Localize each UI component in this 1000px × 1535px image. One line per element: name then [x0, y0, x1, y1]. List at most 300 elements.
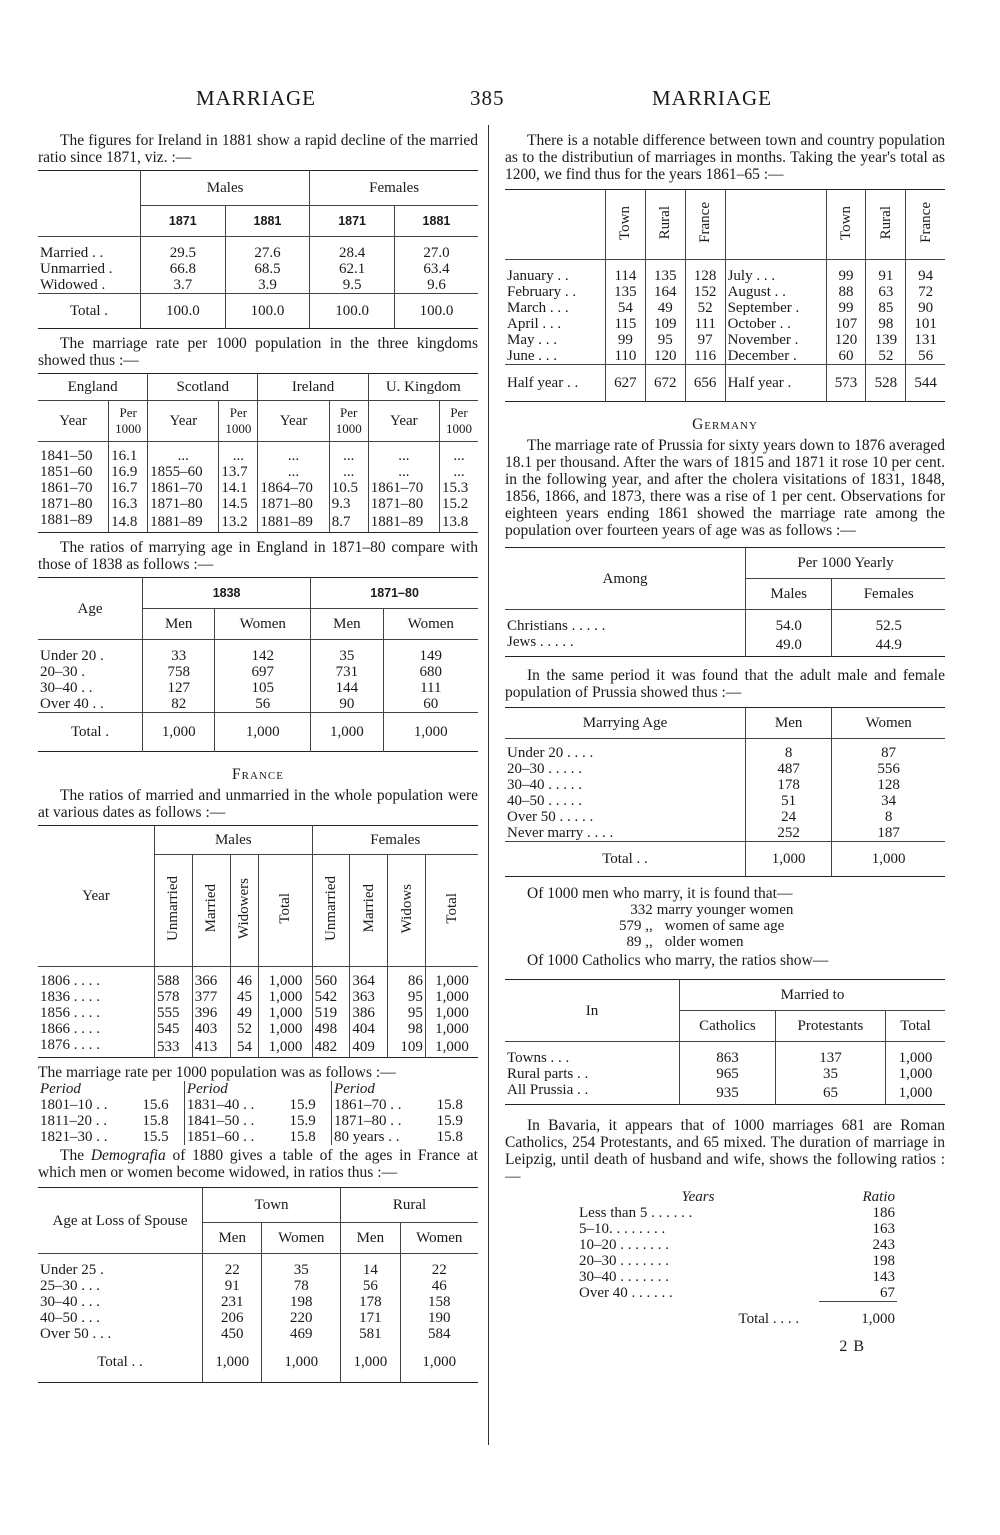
table-cell: Year	[258, 401, 329, 442]
table-cell: Rural	[877, 205, 894, 240]
table-cell: January . .	[507, 268, 569, 284]
table-row	[38, 1278, 478, 1294]
table-cell: 1864–70	[258, 480, 329, 496]
table-cell: Town	[203, 1188, 341, 1223]
table-cell: Among	[505, 548, 746, 610]
table-cell: 13.7	[219, 464, 258, 480]
men-list	[617, 902, 795, 950]
table-row	[505, 268, 945, 284]
table-cell: 63.4	[394, 261, 478, 277]
table-cell: 1871–80	[148, 496, 219, 512]
table-cell: 758	[143, 664, 215, 680]
table-cell: 35	[262, 1262, 341, 1278]
table-row	[505, 618, 945, 634]
table-cell: 40–50 . . . . .	[507, 793, 582, 809]
table-cell: Married	[360, 884, 377, 933]
table-cell: 44.9	[832, 634, 945, 657]
table-cell: 66.8	[141, 261, 226, 277]
table-cell: 366	[192, 973, 230, 989]
table-cell: Christians . . . . .	[507, 618, 606, 634]
table-cell: 128	[685, 268, 725, 284]
table-cell: 171	[341, 1310, 400, 1326]
left-para-ireland: The figures for Ireland in 1881 show a rapid decline of the married ratio since 1871, viz. :—	[38, 132, 478, 166]
table-cell: 555	[155, 1005, 193, 1021]
table-cell: 1,000	[425, 973, 478, 989]
adult-table	[505, 707, 945, 877]
months-table	[505, 189, 945, 402]
table-row	[505, 1066, 945, 1082]
table-cell: September .	[725, 300, 826, 316]
marrying-age-table	[38, 577, 478, 752]
table-cell: Towns . . .	[507, 1050, 570, 1066]
table-cell: Women	[383, 609, 478, 640]
table-cell: 1,000	[341, 1342, 400, 1383]
table-cell: 13.8	[440, 512, 479, 533]
table-cell: 498	[312, 1021, 350, 1037]
table-row	[505, 1082, 945, 1105]
table-cell: 109	[645, 316, 685, 332]
table-cell: 52	[866, 348, 906, 365]
table-cell: Half year .	[725, 365, 826, 402]
table-cell: 581	[341, 1326, 400, 1342]
table-cell: 30–40 . . .	[40, 1294, 100, 1310]
table-cell: 116	[685, 348, 725, 365]
table-cell: Per 1000	[440, 401, 479, 442]
table-cell: April . . .	[507, 316, 562, 332]
table-cell: 91	[866, 268, 906, 284]
table-cell: 1881–89	[368, 512, 439, 533]
running-head-left: MARRIAGE	[196, 86, 317, 110]
table-row	[505, 745, 945, 761]
table-cell: Per 1000 Yearly	[746, 548, 946, 579]
table-cell: 158	[400, 1294, 478, 1310]
table-cell: marry younger women	[656, 902, 794, 918]
table-cell: 49	[230, 1005, 259, 1021]
table-cell: 8.7	[329, 512, 368, 533]
table-cell: 33	[143, 648, 215, 664]
table-cell: 54	[230, 1037, 259, 1058]
right-column	[505, 132, 945, 1355]
left-para-kingdoms: The marriage rate per 1000 population in the three kingdoms showed thus :—	[38, 335, 478, 369]
table-cell: 30–40 . . . . . . .	[579, 1269, 669, 1285]
ireland-year: 1881	[225, 206, 310, 237]
table-cell: Over 40 . . . . . .	[579, 1285, 673, 1302]
table-cell: 100.0	[141, 294, 226, 329]
table-cell: Year	[38, 401, 109, 442]
table-cell: 545	[155, 1021, 193, 1037]
table-total-row	[505, 842, 945, 877]
table-cell: November .	[725, 332, 826, 348]
table-cell: All Prussia . .	[507, 1082, 589, 1098]
page-number: 385	[470, 86, 505, 110]
table-cell: 672	[645, 365, 685, 402]
table-cell: 111	[685, 316, 725, 332]
table-cell: 1,000	[259, 973, 312, 989]
table-cell: 25–30 . . .	[40, 1278, 100, 1294]
table-cell: Period	[40, 1081, 81, 1097]
left-para-marrying-age: The ratios of marrying age in England in 1871–80 compare with those of 1838 as follows :—	[38, 539, 478, 573]
table-cell: Protestants	[775, 1011, 885, 1042]
table-cell: 120	[645, 348, 685, 365]
table-cell: 965	[680, 1066, 776, 1082]
table-cell: 206	[203, 1310, 262, 1326]
table-cell: Married	[203, 884, 220, 933]
table-cell: 542	[312, 989, 350, 1005]
table-cell: 220	[262, 1310, 341, 1326]
table-cell: ...	[329, 448, 368, 464]
table-cell: 1861–70	[368, 480, 439, 496]
right-para-catholics: Of 1000 Catholics who marry, the ratios show—	[527, 952, 829, 969]
right-para-bavaria: In Bavaria, it appears that of 1000 marriages 681 are Roman Catholics, 254 Protestants, and 65 mixed. The duration of marriage in Leipzig, until death of husband and wife, shows the following ratios :—	[505, 1117, 945, 1185]
table-cell: 1,000	[259, 1005, 312, 1021]
table-cell: 100.0	[225, 294, 310, 329]
table-cell: 482	[312, 1037, 350, 1058]
table-cell: 101	[906, 316, 945, 332]
table-cell: Ireland	[258, 374, 368, 401]
table-cell: 1881–89	[40, 512, 93, 528]
table-cell: 89 ,,	[626, 934, 653, 950]
table-cell: 1841–50 . .	[184, 1113, 287, 1129]
table-cell: 1,000	[425, 1037, 478, 1058]
table-cell: ...	[258, 464, 329, 480]
section-heading-germany: Germany	[692, 416, 758, 433]
table-cell: 15.3	[440, 480, 479, 496]
table-cell: 863	[680, 1050, 776, 1066]
list-item	[617, 918, 795, 934]
table-cell: 9.5	[310, 277, 395, 294]
table-cell: 1,000	[425, 1005, 478, 1021]
table-cell: 731	[311, 664, 383, 680]
table-cell: 16.1	[109, 448, 148, 464]
table-cell: Less than 5 . . . . . .	[579, 1205, 693, 1221]
table-cell: 1881–89	[258, 512, 329, 533]
table-cell: 46	[400, 1278, 478, 1294]
table-cell: 1821–30 . .	[40, 1129, 108, 1145]
table-row	[38, 989, 478, 1005]
prussia-rate-table	[505, 547, 945, 657]
table-cell: Scotland	[148, 374, 258, 401]
table-row	[505, 316, 945, 332]
running-head-right: MARRIAGE	[652, 86, 773, 110]
table-cell: 49	[645, 300, 685, 316]
table-cell: Total .	[69, 303, 109, 319]
table-cell: Total . .	[602, 851, 648, 867]
left-para-demografia	[38, 1147, 478, 1181]
table-cell: 20–30 .	[40, 664, 85, 680]
table-cell: 27.6	[225, 245, 310, 261]
table-cell: 14	[341, 1262, 400, 1278]
table-cell: 15.9	[289, 1097, 316, 1113]
table-cell: Rural	[657, 205, 674, 240]
table-cell: 29.5	[141, 245, 226, 261]
table-cell: 60	[826, 348, 866, 365]
table-cell: Per 1000	[219, 401, 258, 442]
table-cell: 1,000	[886, 1050, 945, 1066]
table-cell: 115	[606, 316, 646, 332]
table-cell: 579 ,,	[619, 918, 653, 934]
table-cell: Age at Loss of Spouse	[38, 1188, 203, 1254]
table-cell: Widows	[398, 883, 415, 934]
table-cell: 52.5	[832, 618, 945, 634]
table-cell: 110	[606, 348, 646, 365]
table-cell: Period	[332, 1081, 435, 1097]
table-cell: 100.0	[310, 294, 395, 329]
table-cell: 144	[311, 680, 383, 696]
table-cell: 243	[872, 1237, 895, 1253]
table-cell: 163	[872, 1221, 895, 1237]
table-row	[505, 634, 945, 657]
table-cell: July . . .	[725, 268, 826, 284]
table-cell: 15.8	[289, 1129, 316, 1145]
table-cell: 1,000	[203, 1342, 262, 1383]
section-heading-france: France	[232, 766, 284, 783]
table-cell: 86	[388, 973, 426, 989]
table-row	[38, 696, 478, 713]
table-row	[505, 332, 945, 348]
table-cell: 1,000	[311, 713, 383, 752]
table-cell: 30–40 . . . . .	[507, 777, 582, 793]
table-cell: 137	[775, 1050, 885, 1066]
table-cell: 190	[400, 1310, 478, 1326]
table-cell: May . . .	[507, 332, 557, 348]
table-cell: Males	[155, 826, 313, 855]
table-cell: 67	[819, 1285, 897, 1302]
table-cell: 62.1	[310, 261, 395, 277]
table-cell: Widowers	[236, 877, 253, 940]
table-cell: 386	[350, 1005, 388, 1021]
table-cell: 15.2	[440, 496, 479, 512]
table-cell: 1,000	[746, 842, 832, 877]
table-cell: 560	[312, 973, 350, 989]
ireland-year: 1881	[394, 206, 478, 237]
table-cell: Widowed .	[38, 277, 141, 294]
table-cell: France	[917, 202, 934, 243]
table-cell: ...	[258, 448, 329, 464]
table-row	[505, 809, 945, 825]
table-cell: 680	[383, 664, 478, 680]
table-cell: Per 1000	[329, 401, 368, 442]
left-para-rate: The marriage rate per 1000 population was as follows :—	[38, 1064, 396, 1081]
table-cell: ...	[219, 448, 258, 464]
table-row	[577, 1205, 897, 1221]
table-cell: 533	[155, 1037, 193, 1058]
table-cell: 14.8	[109, 512, 148, 533]
table-cell: 1,000	[425, 1021, 478, 1037]
table-cell: Over 50 . . .	[40, 1326, 112, 1342]
table-cell: 99	[826, 300, 866, 316]
table-cell: 20–30 . . . . .	[507, 761, 582, 777]
table-cell: 127	[143, 680, 215, 696]
table-cell: 697	[215, 664, 311, 680]
table-cell: 403	[192, 1021, 230, 1037]
table-cell: 656	[685, 365, 725, 402]
table-cell: August . .	[725, 284, 826, 300]
table-cell: March . . .	[507, 300, 569, 316]
table-cell: 231	[203, 1294, 262, 1310]
table-row	[38, 1005, 478, 1021]
table-cell: February . .	[507, 284, 577, 300]
table-cell: 413	[192, 1037, 230, 1058]
table-cell: Men	[143, 609, 215, 640]
table-cell: 16.9	[109, 464, 148, 480]
right-para-adult: In the same period it was found that the adult male and female population of Prussia showed thus :—	[505, 667, 945, 701]
table-cell: 332	[630, 902, 653, 918]
table-cell: 45	[230, 989, 259, 1005]
table-row	[38, 973, 478, 989]
table-cell: Rural parts . .	[507, 1066, 589, 1082]
table-cell: 100.0	[394, 294, 478, 329]
table-cell: Half year . .	[507, 375, 579, 391]
table-total-row	[505, 365, 945, 402]
table-cell: 54	[606, 300, 646, 316]
table-cell: Men	[311, 609, 383, 640]
table-row	[577, 1221, 897, 1237]
table-cell: ...	[440, 464, 479, 480]
table-cell: Per 1000	[109, 401, 148, 442]
table-cell: women of same age	[664, 918, 785, 934]
list-item	[617, 902, 795, 918]
table-cell: Demografia	[90, 1147, 166, 1164]
table-row	[38, 496, 478, 512]
table-cell: 1871–80	[311, 578, 478, 609]
table-cell: Married to	[680, 980, 946, 1011]
table-cell: Men	[341, 1223, 400, 1254]
table-cell: 1855–60	[148, 464, 219, 480]
table-cell: 1,000	[400, 1342, 478, 1383]
table-cell: 519	[312, 1005, 350, 1021]
table-row	[38, 464, 478, 480]
table-cell: 1,000	[143, 713, 215, 752]
ireland-year: 1871	[310, 206, 395, 237]
table-cell: 22	[203, 1262, 262, 1278]
table-cell: 1836 . . . .	[40, 989, 100, 1005]
table-cell: U. Kingdom	[368, 374, 478, 401]
table-cell: 404	[350, 1021, 388, 1037]
table-cell: Never marry . . . .	[505, 825, 746, 842]
table-cell: 114	[606, 268, 646, 284]
table-cell: Jews . . . . .	[507, 634, 574, 650]
table-cell: 152	[685, 284, 725, 300]
table-cell: 528	[866, 365, 906, 402]
table-row	[38, 1113, 478, 1129]
table-cell: 143	[872, 1269, 895, 1285]
table-cell: 111	[383, 680, 478, 696]
table-cell: 65	[775, 1082, 885, 1105]
table-cell: 14.5	[219, 496, 258, 512]
table-cell: Women	[262, 1223, 341, 1254]
table-cell: 186	[872, 1205, 895, 1221]
table-cell: 178	[341, 1294, 400, 1310]
table-cell: Town	[617, 205, 634, 240]
table-cell: 627	[606, 365, 646, 402]
table-cell: ...	[368, 464, 439, 480]
table-cell: Total	[443, 893, 460, 924]
table-cell: 1,000	[259, 1037, 312, 1058]
table-cell: 1,000	[383, 713, 478, 752]
table-cell: 1,000	[259, 989, 312, 1005]
table-cell: Males	[746, 579, 832, 610]
table-row	[38, 512, 478, 533]
table-cell: Under 20 . . . .	[507, 745, 594, 761]
table-cell: Total .	[70, 724, 110, 740]
ireland-table	[38, 170, 478, 329]
table-row	[577, 1237, 897, 1253]
table-cell: France	[697, 202, 714, 243]
table-cell: 396	[192, 1005, 230, 1021]
table-cell: 15.6	[142, 1097, 169, 1113]
table-cell: 22	[400, 1262, 478, 1278]
table-cell: 1806 . . . .	[40, 973, 100, 989]
table-cell: 1861–70	[40, 480, 93, 496]
table-cell: Women	[215, 609, 311, 640]
table-cell: 87	[832, 745, 945, 761]
table-cell: The	[60, 1147, 91, 1164]
table-row	[38, 1326, 478, 1342]
table-cell: Year	[368, 401, 439, 442]
table-cell: Catholics	[680, 1011, 776, 1042]
table-cell: 98	[866, 316, 906, 332]
table-cell: 80 years . .	[332, 1129, 435, 1145]
table-row	[38, 261, 478, 277]
table-cell: of 1880 gives a table of the ages in France at which men or women become widowed, in ratios thus :—	[38, 1147, 478, 1181]
table-cell: 16.3	[109, 496, 148, 512]
table-row	[505, 793, 945, 809]
table-cell: 5–10. . . . . . . .	[579, 1221, 666, 1237]
list-item	[617, 934, 795, 950]
table-cell: 91	[203, 1278, 262, 1294]
table-cell: 54.0	[746, 618, 832, 634]
table-cell: 584	[400, 1326, 478, 1342]
table-cell: Unmarried	[165, 876, 182, 941]
table-cell: Years	[681, 1189, 715, 1205]
table-cell: 109	[388, 1037, 426, 1058]
table-cell: 1801–10 . .	[40, 1097, 108, 1113]
table-row	[505, 777, 945, 793]
table-cell: 16.7	[109, 480, 148, 496]
table-cell: 487	[746, 761, 832, 777]
table-cell: ...	[368, 448, 439, 464]
table-row	[38, 1097, 478, 1113]
table-cell: Men	[746, 708, 832, 739]
table-cell: 99	[826, 268, 866, 284]
table-cell: 35	[775, 1066, 885, 1082]
table-cell: June . . .	[505, 348, 606, 365]
table-cell: 90	[906, 300, 945, 316]
table-row	[38, 480, 478, 496]
table-cell: Over 50 . . . . .	[507, 809, 594, 825]
table-cell: Women	[400, 1223, 478, 1254]
table-cell: 35	[311, 648, 383, 664]
table-cell: 149	[383, 648, 478, 664]
table-cell: Unmarried .	[40, 261, 113, 277]
table-cell: 544	[906, 365, 945, 402]
table-cell: 578	[155, 989, 193, 1005]
table-cell: October . .	[725, 316, 826, 332]
table-cell: 1831–40 . .	[184, 1097, 287, 1113]
table-cell: 51	[746, 793, 832, 809]
table-cell: 364	[350, 973, 388, 989]
table-cell: Period	[184, 1081, 287, 1097]
table-cell: 46	[230, 973, 259, 989]
table-total-row	[38, 1342, 478, 1383]
table-cell: 82	[143, 696, 215, 713]
table-cell: 1861–70 . .	[332, 1097, 435, 1113]
table-cell: 28.4	[310, 245, 395, 261]
table-cell: 34	[832, 793, 945, 809]
ireland-females-head: Females	[310, 171, 478, 206]
table-cell: Town	[838, 205, 854, 240]
table-cell: 24	[746, 809, 832, 825]
